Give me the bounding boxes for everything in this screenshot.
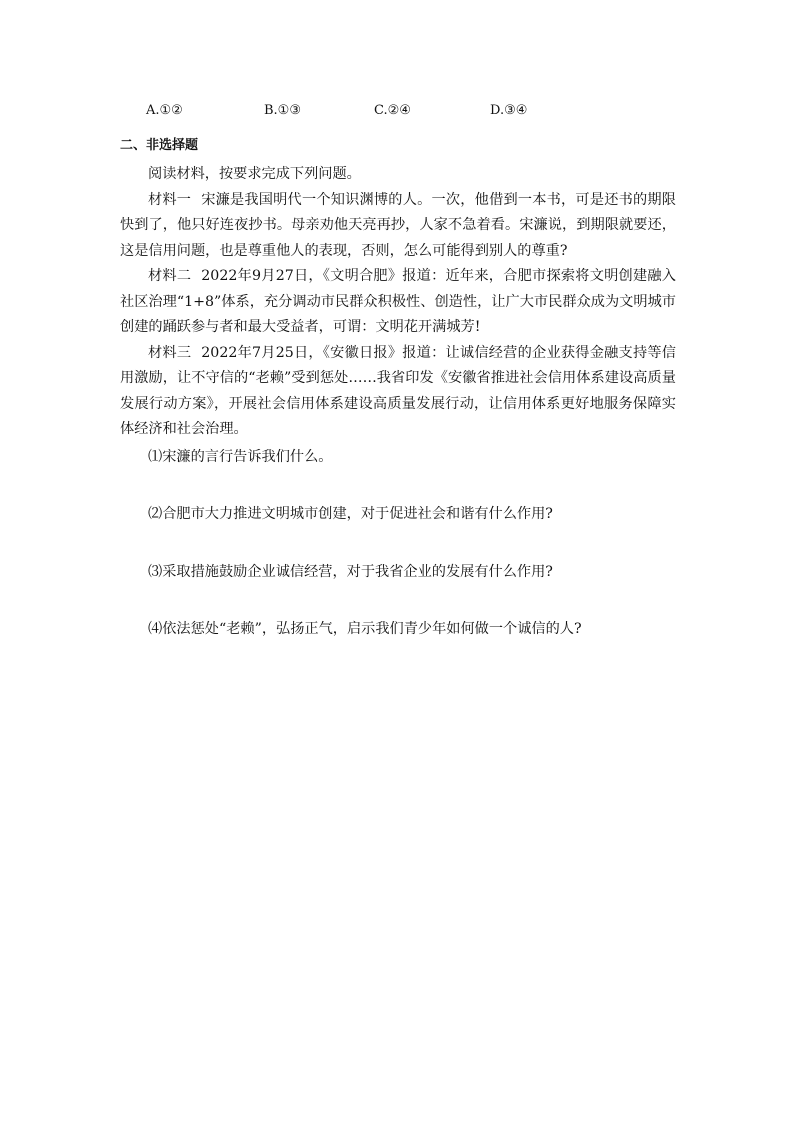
option-c: C.②④: [374, 103, 411, 118]
question-3: ⑶采取措施鼓励企业诚信经营，对于我省企业的发展有什么作用?: [148, 563, 553, 580]
option-d: D.③④: [490, 103, 528, 118]
option-b: B.①③: [264, 103, 301, 118]
material-2: [120, 264, 676, 341]
material-text: 2022年9月27日，《文明合肥》报道：近年来，合肥市探索将文明创建融入社区治理“1+8”体系，充分调动市民群众积极性、创造性，让广大市民群众成为文明城市创建的踊跃参与者和最大受益者，可谓：文明花开满城芳!: [120, 268, 676, 335]
answer-space: [120, 585, 676, 617]
material-text: 宋濂是我国明代一个知识渊博的人。一次，他借到一本书，可是还书的期限快到了，他只好连夜抄书。母亲劝他天亮再抄，人家不急着看。宋濂说，到期限就要还，这是信用问题，也是尊重他人的表现，否则，怎么可能得到别人的尊重?: [120, 191, 676, 259]
material-3: [120, 341, 676, 443]
option-a: A.①②: [146, 103, 183, 118]
material-label: 材料一: [148, 191, 192, 208]
answer-space: [120, 470, 676, 502]
material-1: [120, 188, 676, 265]
intro-text: 阅读材料，按要求完成下列问题。: [148, 166, 361, 182]
material-text: 2022年7月25日，《安徽日报》报道：让诚信经营的企业获得金融支持等信用激励，让不守信的“老赖”受到惩处……我省印发《安徽省推进社会信用体系建设高质量发展行动方案》，开展社会信用体系建设高质量发展行动，让信用体系更好地服务保障实体经济和社会治理。: [120, 344, 676, 437]
section-title: 二、非选择题: [120, 138, 199, 153]
question-4: ⑷依法惩处“老赖”，弘扬正气，启示我们青少年如何做一个诚信的人?: [148, 621, 582, 637]
answer-space: [120, 528, 676, 560]
answer-options: [146, 103, 666, 123]
material-label: 材料三: [148, 344, 192, 361]
question-content: [120, 162, 676, 643]
material-label: 材料二: [148, 268, 192, 284]
question-2: ⑵合肥市大力推进文明城市创建，对于促进社会和谐有什么作用?: [148, 506, 553, 522]
question-1: ⑴宋濂的言行告诉我们什么。: [148, 448, 333, 465]
